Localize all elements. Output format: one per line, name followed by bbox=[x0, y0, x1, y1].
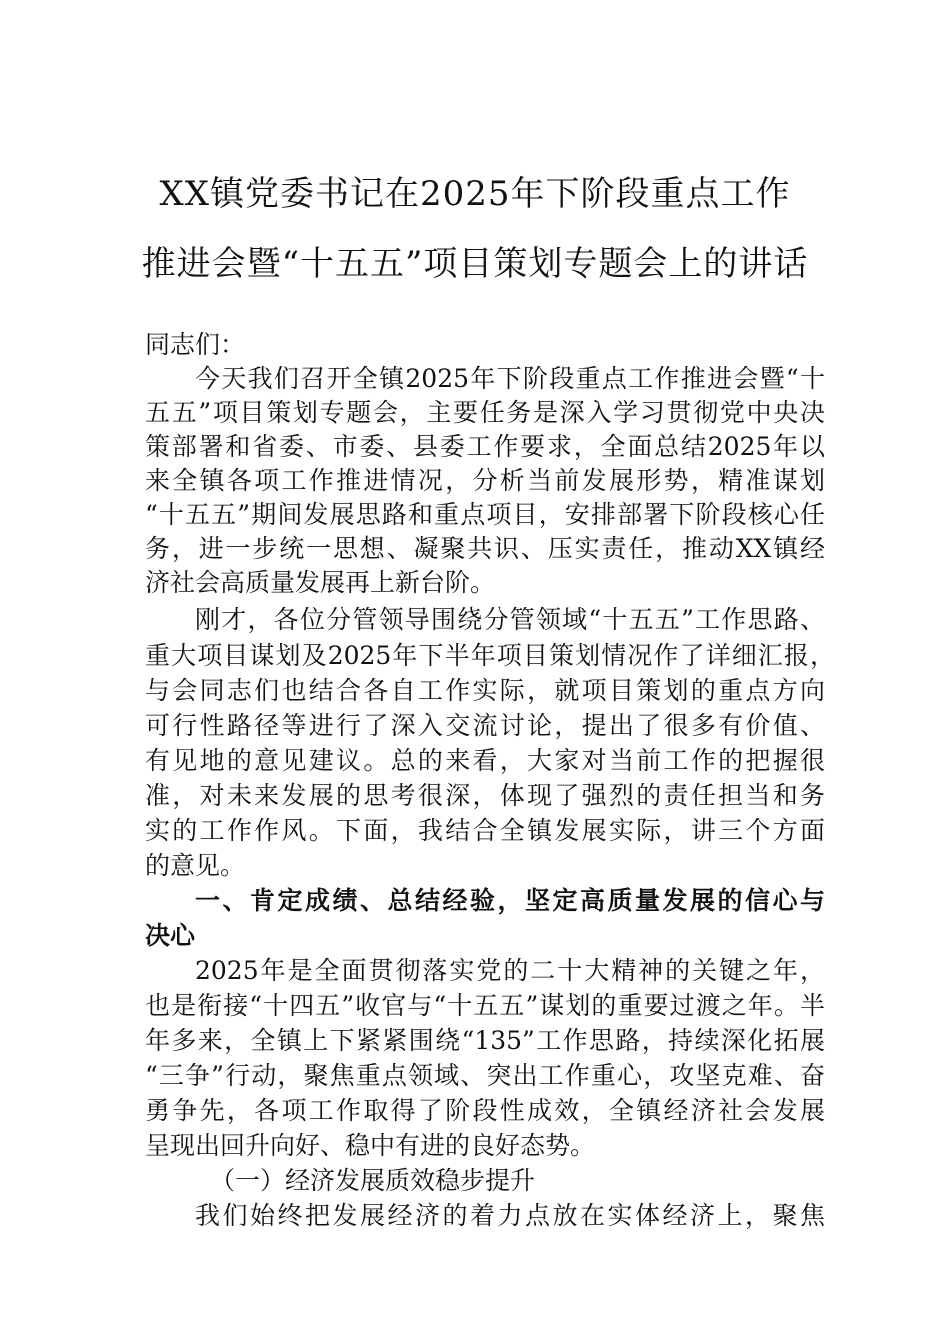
body-line: 的意见。 bbox=[145, 851, 246, 880]
body-line: 2025年是全面贯彻落实党的二十大精神的关键之年， bbox=[195, 956, 825, 985]
body-line: 来全镇各项工作推进情况，分析当前发展形势，精准谋划 bbox=[145, 466, 825, 495]
body-line: “三争”行动，聚焦重点领域、突出工作重心，攻坚克难、奋 bbox=[145, 1061, 825, 1090]
body-line: 年多来，全镇上下紧紧围绕“135”工作思路，持续深化拓展 bbox=[145, 1026, 825, 1055]
body-line: 可行性路径等进行了深入交流讨论，提出了很多有价值、 bbox=[145, 711, 825, 740]
body-line: 重大项目谋划及2025年下半年项目策划情况作了详细汇报， bbox=[145, 641, 835, 670]
body-line: 呈现出回升向好、稳中有进的良好态势。 bbox=[145, 1131, 596, 1160]
section-heading-1: 一、肯定成绩、总结经验，坚定高质量发展的信心与 bbox=[195, 886, 825, 915]
body-line: 我们始终把发展经济的着力点放在实体经济上，聚焦 bbox=[195, 1201, 825, 1230]
body-line: 也是衔接“十四五”收官与“十五五”谋划的重要过渡之年。半 bbox=[145, 991, 825, 1020]
body-line: 刚才，各位分管领导围绕分管领域“十五五”工作思路、 bbox=[195, 605, 825, 634]
section-heading-1-cont: 决心 bbox=[145, 921, 196, 950]
body-line: “十五五”期间发展思路和重点项目，安排部署下阶段核心任 bbox=[145, 500, 825, 529]
subsection-heading-1: （一）经济发展质效稳步提升 bbox=[210, 1166, 536, 1195]
body-line: 五五”项目策划专题会，主要任务是深入学习贯彻党中央决 bbox=[145, 398, 825, 427]
body-line: 与会同志们也结合各自工作实际，就项目策划的重点方向 bbox=[145, 676, 825, 705]
body-line: 策部署和省委、市委、县委工作要求，全面总结2025年以 bbox=[145, 432, 825, 461]
body-line: 今天我们召开全镇2025年下阶段重点工作推进会暨“十 bbox=[195, 364, 825, 393]
body-line: 准，对未来发展的思考很深，体现了强烈的责任担当和务 bbox=[145, 781, 825, 810]
document-title-line-2: 推进会暨“十五五”项目策划专题会上的讲话 bbox=[141, 244, 809, 284]
body-line: 勇争先，各项工作取得了阶段性成效，全镇经济社会发展 bbox=[145, 1096, 825, 1125]
body-line: 有见地的意见建议。总的来看，大家对当前工作的把握很 bbox=[145, 746, 825, 775]
body-line: 济社会高质量发展再上新台阶。 bbox=[145, 568, 496, 597]
document-title-line-1: XX镇党委书记在2025年下阶段重点工作 bbox=[159, 174, 791, 214]
body-line: 务，进一步统一思想、凝聚共识、压实责任，推动XX镇经 bbox=[145, 534, 825, 563]
body-line: 实的工作作风。下面，我结合全镇发展实际，讲三个方面 bbox=[145, 816, 825, 845]
salutation: 同志们： bbox=[145, 330, 246, 359]
